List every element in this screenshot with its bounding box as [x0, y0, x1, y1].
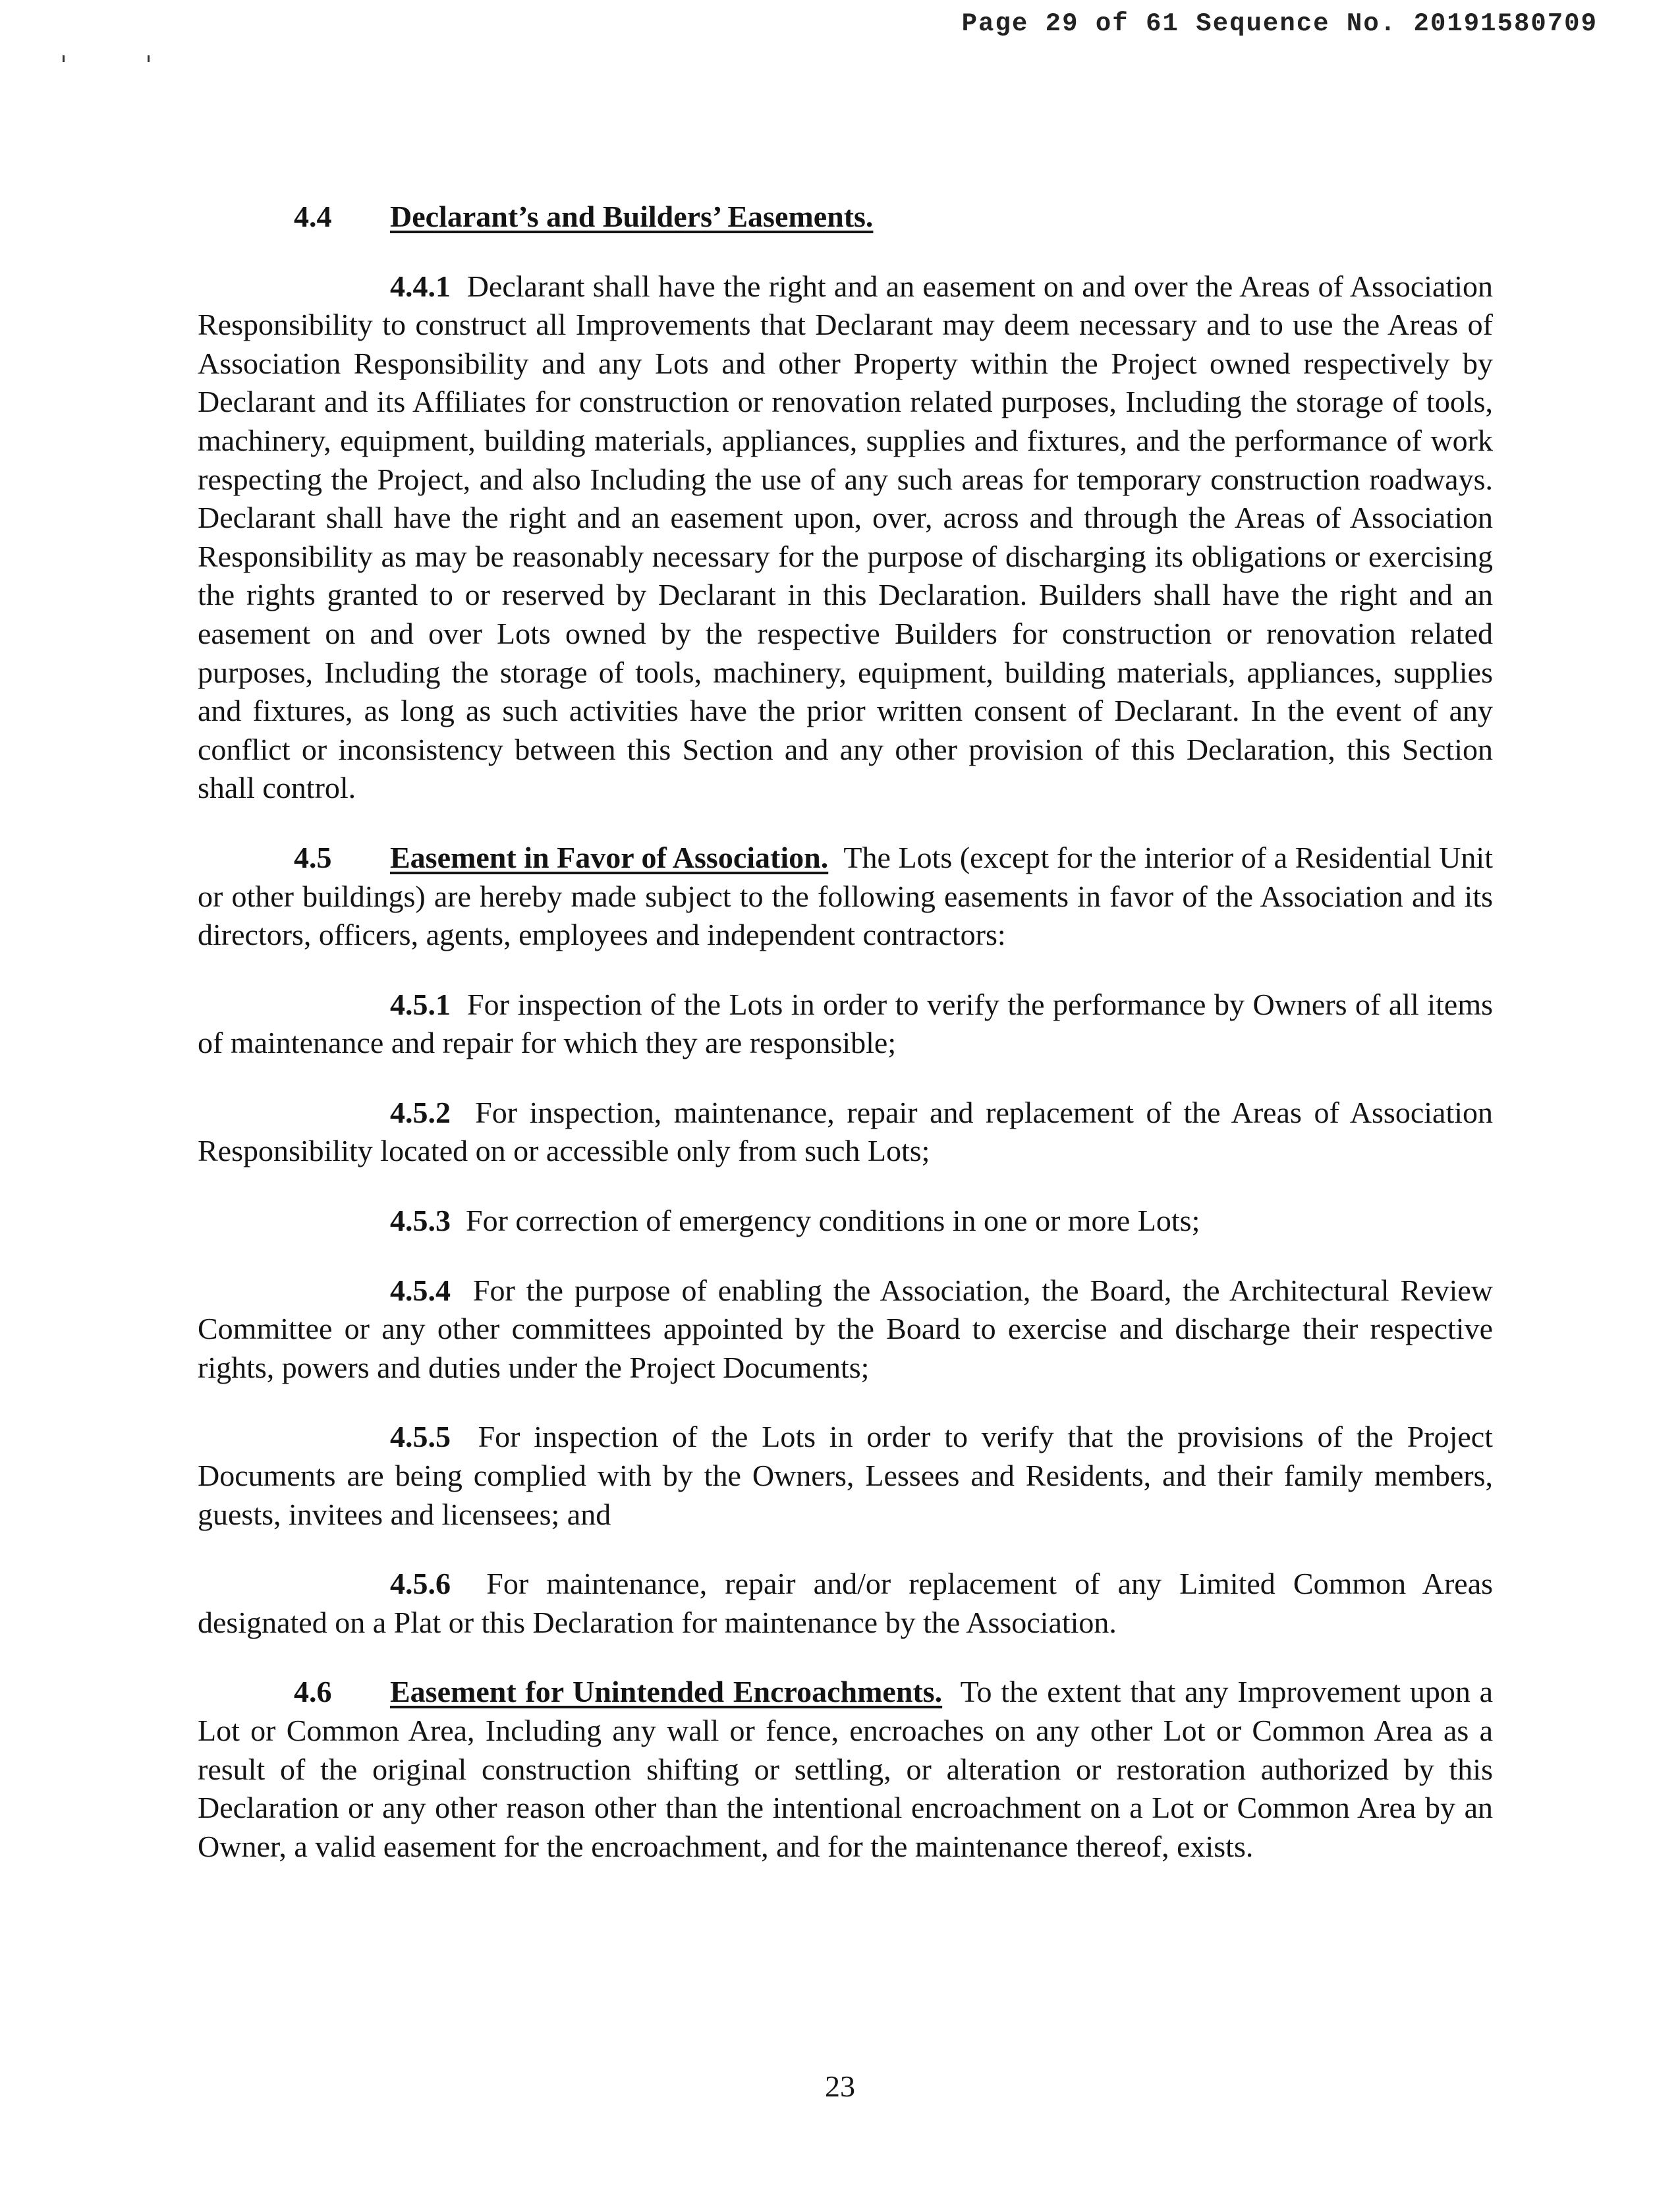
section-text: For inspection of the Lots in order to verify the performance by Owners of all items of maintenance and repair for which they are responsible;: [198, 987, 1494, 1060]
section-4-4-1: [198, 267, 1493, 808]
section-text: The Lots (except for the interior of a Residential Unit or other buildings) are hereby made subject to the following easements in favor of the Association and its directors, officers, agents, employees and independent contractors:: [198, 840, 1493, 952]
section-text: For correction of emergency conditions in one or more Lots;: [466, 1204, 1200, 1238]
section-number: 4.4: [294, 200, 332, 233]
section-number: 4.6: [294, 1675, 332, 1709]
section-text: To the extent that any Improvement upon a Lot or Common Area, Including any wall or fence, encroaches on any other Lot or Common Area as a result of the original construction shifting or settling, or alteration or restoration authorized by this Declaration or any other reason other than the intentional encroachment on a Lot or Common Area by an Owner, a valid easement for the encroachment, and for the maintenance thereof, exists.: [198, 1675, 1493, 1863]
section-4-5-5: [198, 1418, 1493, 1534]
document-body: [198, 198, 1493, 1866]
section-4-5-6: [198, 1565, 1493, 1642]
section-title: Easement for Unintended Encroachments.: [390, 1675, 943, 1709]
section-number: 4.5.2: [390, 1095, 451, 1129]
section-text: For inspection of the Lots in order to verify that the provisions of the Project Documents are being complied with by the Owners, Lessees and Residents, and their family members, guests, invitees and licensees; and: [198, 1420, 1494, 1531]
section-number: 4.5: [294, 840, 332, 874]
section-text: For the purpose of enabling the Association, the Board, the Architectural Review Committee or any other committees appointed by the Board to exercise and discharge their respective rights, powers and duties under the Project Documents;: [198, 1273, 1493, 1384]
scan-mark: [148, 55, 150, 62]
section-4-5-1: [198, 986, 1493, 1063]
page-number: 23: [825, 2069, 855, 2103]
section-title: Declarant’s and Builders’ Easements.: [390, 200, 874, 233]
section-number: 4.5.3: [390, 1204, 451, 1238]
section-text: For maintenance, repair and/or replacement of any Limited Common Areas designated on a Plat or this Declaration for maintenance by the Association.: [198, 1567, 1494, 1639]
section-number: 4.5.6: [390, 1567, 451, 1601]
scan-mark: [63, 55, 65, 62]
header-stamp: Page 29 of 61 Sequence No. 20191580709: [961, 9, 1598, 38]
section-number: 4.5.4: [390, 1273, 451, 1307]
section-text: For inspection, maintenance, repair and replacement of the Areas of Association Responsibility located on or accessible only from such Lots;: [198, 1095, 1494, 1168]
section-text: Declarant shall have the right and an easement on and over the Areas of Association Responsibility to construct all Improvements that Declarant may deem necessary and to use the Areas of Association Responsibility and any Lots and other Property within the Project owned respectively by Declarant and its Affiliates for construction or renovation related purposes, Including the storage of tools, machinery, equipment, building materials, appliances, supplies and fixtures, and the performance of work respecting the Project, and also Including the use of any such areas for temporary construction roadways. Declarant shall have the right and an easement upon, over, across and through the Areas of Association Responsibility as may be reasonably necessary for the purpose of discharging its obligations or exercising the rights granted to or reserved by Declarant in this Declaration. Builders shall have the right and an easement on and over Lots owned by the respective Builders for construction or renovation related purposes, Including the storage of tools, machinery, equipment, building materials, appliances, supplies and fixtures, as long as such activities have the prior written consent of Declarant. In the event of any conflict or inconsistency between this Section and any other provision of this Declaration, this Section shall control.: [198, 269, 1493, 805]
section-4-6: [198, 1673, 1493, 1866]
section-title: Easement in Favor of Association.: [390, 840, 829, 874]
section-4-4-heading: [198, 198, 1493, 237]
section-number: 4.4.1: [390, 269, 451, 303]
section-4-5-4: [198, 1272, 1493, 1388]
section-4-5-3: [198, 1202, 1493, 1241]
section-4-5: [198, 839, 1493, 955]
section-number: 4.5.5: [390, 1420, 451, 1454]
section-4-5-2: [198, 1094, 1493, 1171]
section-number: 4.5.1: [390, 987, 451, 1021]
